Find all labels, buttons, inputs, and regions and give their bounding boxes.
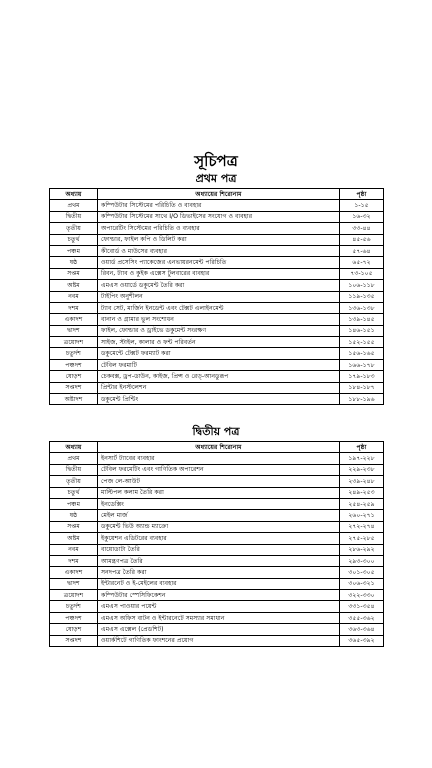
chapter-title-cell: এমএস এক্সেল (প্রেডশিট) xyxy=(98,624,340,635)
table-row xyxy=(50,476,384,487)
table-row xyxy=(50,464,384,475)
page-range-cell: ৩০১-৩০৫ xyxy=(340,567,384,578)
chapter-title-cell: পেজ লে-আউট xyxy=(98,476,340,487)
chapter-title-cell: টাইপিং অনুশীলন xyxy=(98,291,340,302)
chapter-cell: চতুর্থ xyxy=(50,487,98,498)
chapter-cell: পঞ্চম xyxy=(50,498,98,509)
table-header-row xyxy=(50,442,384,453)
chapter-cell: পঞ্চদশ xyxy=(50,359,98,370)
chapter-cell: দ্বিতীয় xyxy=(50,464,98,475)
chapter-cell: দ্বাদশ xyxy=(50,578,98,589)
part-1-contents-table xyxy=(49,188,384,405)
table-row xyxy=(50,200,384,211)
table-row xyxy=(50,302,384,313)
page-range-cell: ৩৫৫-৩৬২ xyxy=(340,612,384,623)
page-range-cell: ২৮৬-২৯২ xyxy=(340,544,384,555)
page-range-cell: ৭৩-১০৫ xyxy=(340,268,384,279)
chapter-title-cell: মাল্টিপল কলাম তৈরি করা xyxy=(98,487,340,498)
part-2-title: দ্বিতীয় পত্র xyxy=(192,425,240,438)
page-range-cell: ৩৬৩-৩৬৪ xyxy=(340,624,384,635)
page-range-cell: ১০৬-১১৮ xyxy=(340,280,384,291)
chapter-cell: চতুর্থ xyxy=(50,234,98,245)
chapter-title-cell: এমএস ওয়ার্ডে ডকুমেন্ট তৈরি করা xyxy=(98,280,340,291)
chapter-title-cell: চেকবক্স, ড্রপ-ডাউন, কাইজ, প্রিন্স ও রেড্‌-আনডুরূপ xyxy=(98,371,340,382)
chapter-title-cell: ডকুমেন্ট প্রিন্টিং xyxy=(98,394,340,405)
chapter-cell: একাদশ xyxy=(50,314,98,325)
chapter-cell: পঞ্চম xyxy=(50,245,98,256)
chapter-title-cell: টেবিল ফরমেটিং এবং গাণিতিক অপারেশন xyxy=(98,464,340,475)
chapter-column-header: অধ্যায় xyxy=(50,189,98,200)
chapter-title-cell: আমন্ত্রণপত্র তৈরি xyxy=(98,555,340,566)
table-row xyxy=(50,453,384,464)
table-row xyxy=(50,280,384,291)
table-row xyxy=(50,325,384,336)
page-range-cell: ১৬-৩২ xyxy=(340,211,384,222)
page-range-cell: ১-১৫ xyxy=(340,200,384,211)
page-range-cell: ২৭৫-২৮৫ xyxy=(340,533,384,544)
chapter-title-cell: অপারেটিং সিস্টেমের পরিচিতি ও ব্যবহার xyxy=(98,223,340,234)
page-range-cell: ১৯৭-২২৮ xyxy=(340,453,384,464)
page-range-cell: ২৩৯-২৪৮ xyxy=(340,476,384,487)
chapter-cell: তৃতীয় xyxy=(50,223,98,234)
chapter-title-cell: ওয়ার্কশিটে গাণিতিক ফাংশনের প্রয়োগ xyxy=(98,635,340,646)
table-row xyxy=(50,291,384,302)
chapter-title-cell: এমএস পাওয়ার পয়েন্ট xyxy=(98,601,340,612)
table-row xyxy=(50,348,384,359)
chapter-title-cell: মেইল মার্জ xyxy=(98,510,340,521)
chapter-title-cell: বানান ও গ্রামার ভুল সংশোধন xyxy=(98,314,340,325)
chapter-cell: একাদশ xyxy=(50,567,98,578)
chapter-cell: দ্বাদশ xyxy=(50,325,98,336)
chapter-title-cell: সাইজ, স্টাইল, কালার ও ফন্ট পরিবর্তন xyxy=(98,337,340,348)
chapter-cell: দ্বিতীয় xyxy=(50,211,98,222)
table-row xyxy=(50,498,384,509)
chapter-cell: প্রথম xyxy=(50,200,98,211)
title-column-header: অধ্যায়ের শিরোনাম xyxy=(98,442,340,453)
table-row xyxy=(50,223,384,234)
table-row xyxy=(50,555,384,566)
chapter-title-cell: ট্যাব সেট, মার্জিন ইনডেন্ট এবং টেক্সট এলাইনমেন্ট xyxy=(98,302,340,313)
chapter-column-header: অধ্যায় xyxy=(50,442,98,453)
table-row xyxy=(50,510,384,521)
table-row xyxy=(50,382,384,393)
chapter-cell: চতুর্দশ xyxy=(50,601,98,612)
chapter-cell: ত্রয়োদশ xyxy=(50,337,98,348)
table-row xyxy=(50,544,384,555)
chapter-cell: সপ্তদশ xyxy=(50,382,98,393)
page-range-cell: ১১৯-১৩৫ xyxy=(340,291,384,302)
table-row xyxy=(50,211,384,222)
chapter-title-cell: ফোল্ডার, ফাইল কপি ও ডিলিট করা xyxy=(98,234,340,245)
page-column-header: পৃষ্ঠা xyxy=(340,189,384,200)
page-range-cell: ৬৫-৭২ xyxy=(340,257,384,268)
table-row xyxy=(50,359,384,370)
chapter-title-cell: ইন্টারনেট ও ই-মেইলের ব্যবহার xyxy=(98,578,340,589)
chapter-cell: অষ্টাদশ xyxy=(50,394,98,405)
page-range-cell: ৩৬৫-৩৯২ xyxy=(340,635,384,646)
chapter-cell: ত্রয়োদশ xyxy=(50,590,98,601)
table-row xyxy=(50,533,384,544)
page-range-cell: ১৮৮-১৯৬ xyxy=(340,394,384,405)
chapter-title-cell: ডকুমেন্ট ভিউ অ্যান্ড ম্যাক্রো xyxy=(98,521,340,532)
page-range-cell: ৫৭-৬৪ xyxy=(340,245,384,256)
chapter-cell: অষ্টম xyxy=(50,533,98,544)
chapter-title-cell: ডকুমেন্টে টেক্সট ফরম্যাট করা xyxy=(98,348,340,359)
chapter-cell: সপ্তম xyxy=(50,521,98,532)
table-row xyxy=(50,234,384,245)
chapter-cell: ষোড়শ xyxy=(50,624,98,635)
page-range-cell: ২২৯-২৩৮ xyxy=(340,464,384,475)
part-2-contents-table xyxy=(49,441,384,647)
page-range-cell: ১৩৯-১৪৫ xyxy=(340,314,384,325)
table-row xyxy=(50,268,384,279)
page-range-cell: ২৪৯-২৫৩ xyxy=(340,487,384,498)
chapter-cell: দশম xyxy=(50,302,98,313)
chapter-title-cell: কম্পিউটার সিস্টেমের সাথে I/O ডিভাইসের সংযোগ ও ব্যবহার xyxy=(98,211,340,222)
page-range-cell: ৩২২-৩৩০ xyxy=(340,590,384,601)
chapter-title-cell: এমএস অফিস বাটন ও ইন্টারনেটে সমস্যার সমাধান xyxy=(98,612,340,623)
chapter-title-cell: কম্পিউটার সিস্টেমের পরিচিতি ও ব্যবহার xyxy=(98,200,340,211)
table-row xyxy=(50,371,384,382)
table-row xyxy=(50,257,384,268)
page-range-cell: ১৭৯-১৮৩ xyxy=(340,371,384,382)
page-range-cell: ২৯৩-৩০০ xyxy=(340,555,384,566)
page-range-cell: ৩৩১-৩৫৪ xyxy=(340,601,384,612)
part-1-title: প্রথম পত্র xyxy=(195,172,237,185)
table-row xyxy=(50,314,384,325)
page-range-cell: ১৬৬-১৭৮ xyxy=(340,359,384,370)
chapter-cell: ষোড়শ xyxy=(50,371,98,382)
table-row xyxy=(50,578,384,589)
chapter-title-cell: ইকুয়েশন এডিটরের ব্যবহার xyxy=(98,533,340,544)
chapter-cell: তৃতীয় xyxy=(50,476,98,487)
page-range-cell: ২৬০-২৭১ xyxy=(340,510,384,521)
table-row xyxy=(50,567,384,578)
table-row xyxy=(50,521,384,532)
table-row xyxy=(50,337,384,348)
chapter-title-cell: ইনডেক্সিং xyxy=(98,498,340,509)
page-range-cell: ১৫২-১৫৫ xyxy=(340,337,384,348)
chapter-cell: নবম xyxy=(50,544,98,555)
table-row xyxy=(50,635,384,646)
chapter-title-cell: সনদপত্র তৈরি করা xyxy=(98,567,340,578)
table-row xyxy=(50,590,384,601)
chapter-cell: দশম xyxy=(50,555,98,566)
table-row xyxy=(50,245,384,256)
chapter-title-cell: কম্পিউটার স্পেসিফিকেশন xyxy=(98,590,340,601)
chapter-title-cell: প্রিন্টার ইনস্টলেশন xyxy=(98,382,340,393)
table-row xyxy=(50,624,384,635)
chapter-title-cell: কীবোর্ড ও মাউসের ব্যবহার xyxy=(98,245,340,256)
table-row xyxy=(50,487,384,498)
chapter-cell: চতুর্দশ xyxy=(50,348,98,359)
table-row xyxy=(50,394,384,405)
chapter-cell: ষষ্ঠ xyxy=(50,257,98,268)
chapter-cell: অষ্টম xyxy=(50,280,98,291)
chapter-cell: পঞ্চদশ xyxy=(50,612,98,623)
page-range-cell: ৪৫-৫৬ xyxy=(340,234,384,245)
page-column-header: পৃষ্ঠা xyxy=(340,442,384,453)
chapter-title-cell: টেবিল ফরমাটি xyxy=(98,359,340,370)
chapter-cell: প্রথম xyxy=(50,453,98,464)
page-range-cell: ১৩৬-১৩৮ xyxy=(340,302,384,313)
chapter-cell: ষষ্ঠ xyxy=(50,510,98,521)
page-range-cell: ১৮৪-১৮৭ xyxy=(340,382,384,393)
chapter-title-cell: ইনসার্ট ট্যাবের ব্যবহার xyxy=(98,453,340,464)
page-range-cell: ২৭২-২৭৪ xyxy=(340,521,384,532)
page-range-cell: ৩০৬-৩২১ xyxy=(340,578,384,589)
table-header-row xyxy=(50,189,384,200)
page-range-cell: ১৫৬-১৬৫ xyxy=(340,348,384,359)
chapter-title-cell: বায়োডাটা তৈরি xyxy=(98,544,340,555)
page-range-cell: ২৫৪-২৫৯ xyxy=(340,498,384,509)
page-range-cell: ১৪৬-১৫১ xyxy=(340,325,384,336)
page-range-cell: ৩৩-৪৪ xyxy=(340,223,384,234)
chapter-title-cell: রিবন, ট্যাব ও কুইক এক্সেস টুলবারের ব্যবহার xyxy=(98,268,340,279)
chapter-cell: সপ্তম xyxy=(50,268,98,279)
table-row xyxy=(50,601,384,612)
document-title: সূচিপত্র xyxy=(194,152,238,170)
table-row xyxy=(50,612,384,623)
chapter-title-cell: ওয়ার্ড প্রসেসিং প্যাকেজের এনভায়রনমেন্ট পরিচিতি xyxy=(98,257,340,268)
chapter-cell: নবম xyxy=(50,291,98,302)
chapter-cell: সপ্তদশ xyxy=(50,635,98,646)
title-column-header: অধ্যায়ের শিরোনাম xyxy=(98,189,340,200)
chapter-title-cell: ফাইল, ফোল্ডার ও ড্রাইভে ডকুমেন্ট সংরক্ষণ xyxy=(98,325,340,336)
